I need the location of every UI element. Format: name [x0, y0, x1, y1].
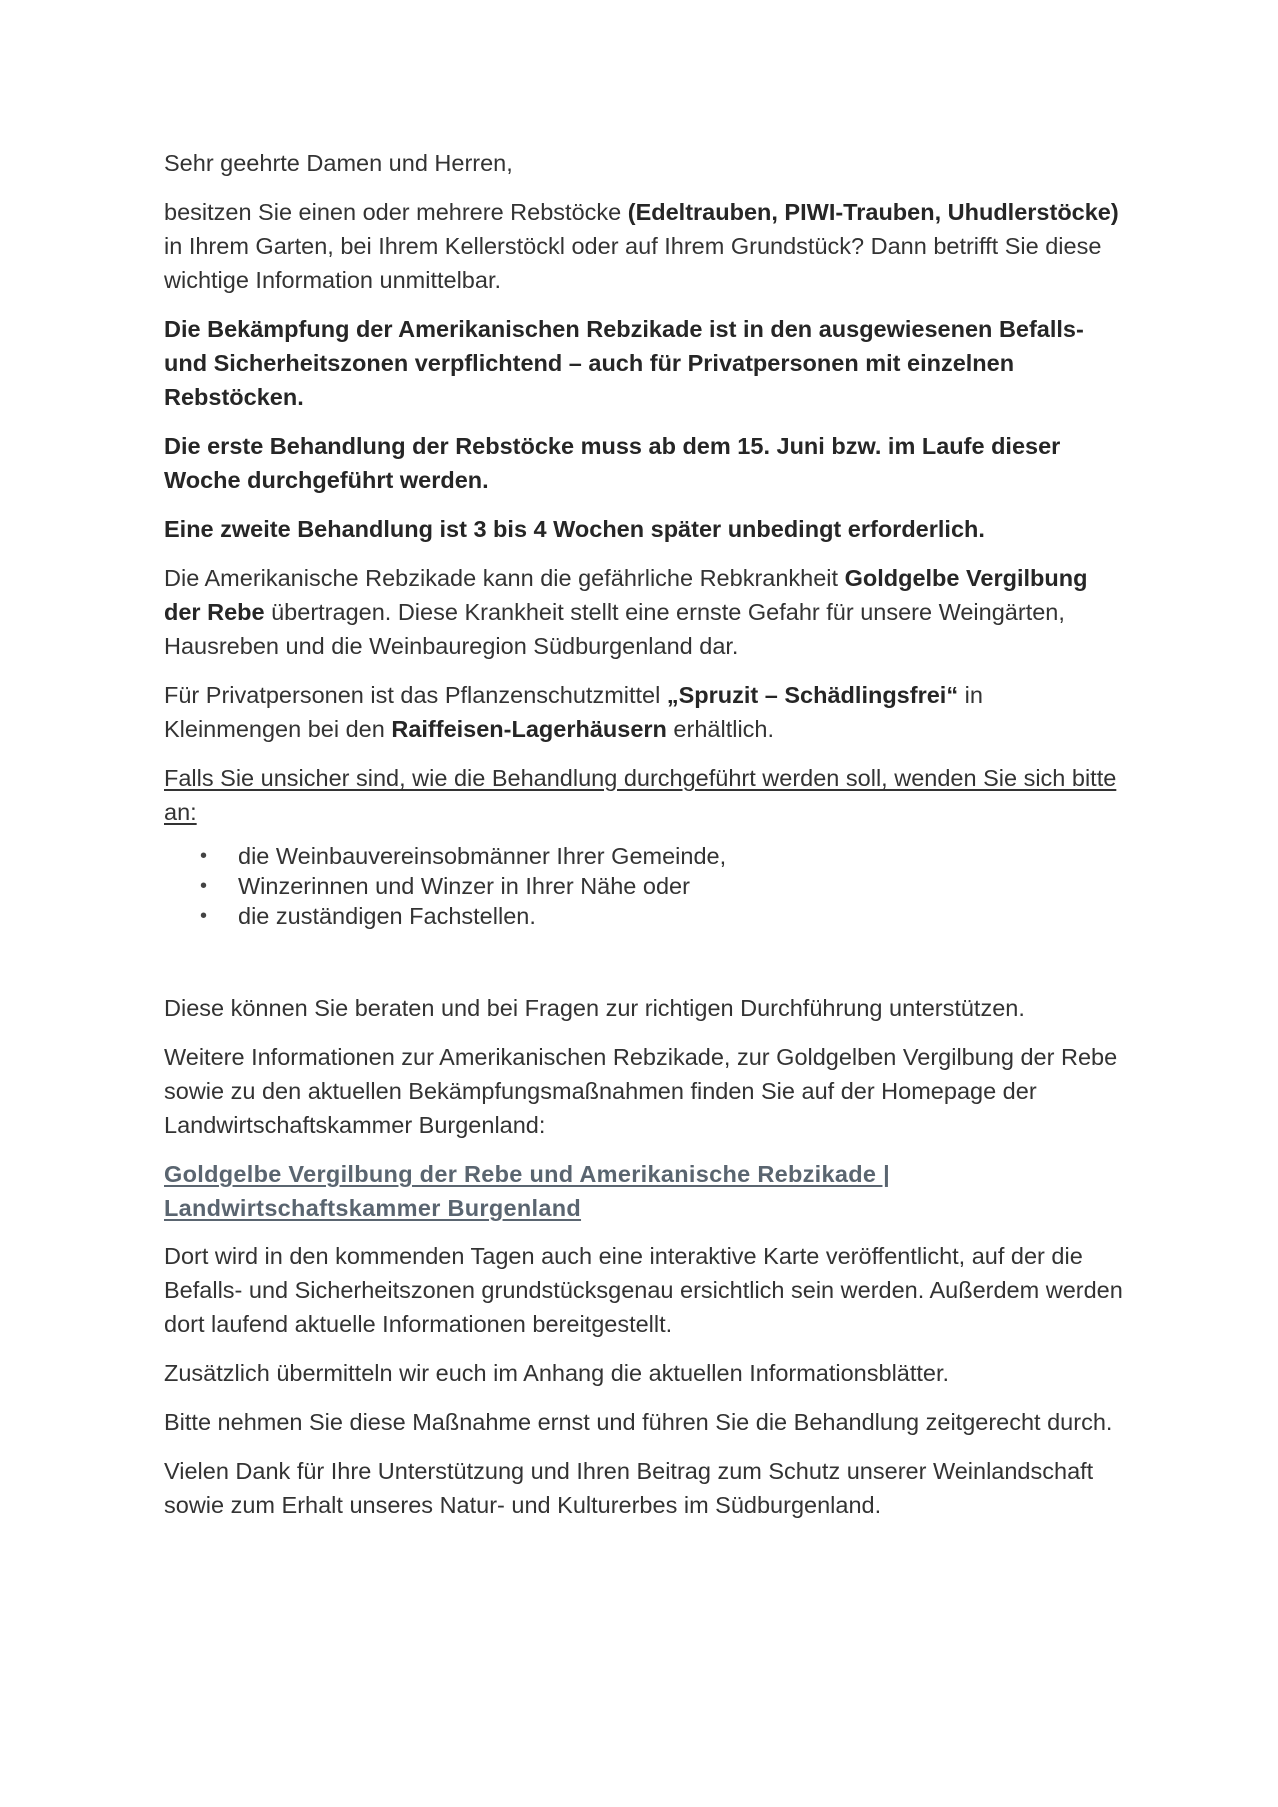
list-item: • Winzerinnen und Winzer in Ihrer Nähe oder — [238, 871, 1124, 901]
thanks-paragraph: Vielen Dank für Ihre Unterstützung und Ihren Beitrag zum Schutz unserer Weinlandschaft sowie zum Erhalt unseres Natur- und Kulturerbes im Südburgenland. — [164, 1458, 1094, 1518]
salutation: Sehr geehrte Damen und Herren, — [164, 150, 513, 176]
disease-text-1: Die Amerikanische Rebzikade kann die gefährliche Rebkrankheit — [164, 565, 845, 591]
contact-list — [164, 841, 1124, 931]
retailer-name: Raiffeisen-Lagerhäusern — [391, 716, 667, 742]
more-info-paragraph: Weitere Informationen zur Amerikanischen Rebzikade, zur Goldgelben Vergilbung der Rebe sowie zu den aktuellen Bekämpfungsmaßnahmen finden Sie auf der Homepage der Landwirtschaftskammer Burgenland: — [164, 1044, 1118, 1138]
first-treatment-notice: Die erste Behandlung der Rebstöcke muss ab dem 15. Juni bzw. im Laufe dieser Woche durchgeführt werden. — [164, 433, 1061, 493]
second-treatment-notice: Eine zweite Behandlung ist 3 bis 4 Wochen später unbedingt erforderlich. — [164, 516, 985, 542]
intro-text-2: in Ihrem Garten, bei Ihrem Kellerstöckl oder auf Ihrem Grundstück? Dann betrifft Sie diese wichtige Information unmittelbar. — [164, 233, 1102, 293]
product-paragraph — [164, 678, 1124, 746]
chamber-link[interactable]: Goldgelbe Vergilbung der Rebe und Amerikanische Rebzikade | Landwirtschaftskammer Burgenland — [164, 1161, 890, 1221]
letter-body — [164, 146, 1124, 1537]
intro-text-1: besitzen Sie einen oder mehrere Rebstöcke — [164, 199, 628, 225]
disease-name: Goldgelbe Vergilbung der Rebe — [164, 565, 1088, 625]
attachment-paragraph: Zusätzlich übermitteln wir euch im Anhang die aktuellen Informationsblätter. — [164, 1360, 950, 1386]
list-item: • die zuständigen Fachstellen. — [238, 901, 1124, 931]
grape-types: (Edeltrauben, PIWI-Trauben, Uhudlerstöcke) — [627, 199, 1119, 225]
advice-paragraph: Diese können Sie beraten und bei Fragen zur richtigen Durchführung unterstützen. — [164, 995, 1025, 1021]
request-paragraph: Bitte nehmen Sie diese Maßnahme ernst und führen Sie die Behandlung zeitgerecht durch. — [164, 1409, 1113, 1435]
disease-text-2: übertragen. Diese Krankheit stellt eine ernste Gefahr für unsere Weingärten, Hausreben und die Weinbauregion Südburgenland dar. — [164, 599, 1065, 659]
obligation-notice: Die Bekämpfung der Amerikanischen Rebzikade ist in den ausgewiesenen Befalls- und Sicherheitszonen verpflichtend – auch für Privatpersonen mit einzelnen Rebstöcken. — [164, 316, 1084, 410]
map-info-paragraph: Dort wird in den kommenden Tagen auch eine interaktive Karte veröffentlicht, auf der die Befalls- und Sicherheitszonen grundstücksgenau ersichtlich sein werden. Außerdem werden dort laufend aktuelle Informationen bereitgestellt. — [164, 1243, 1123, 1337]
product-name: „Spruzit – Schädlingsfrei“ — [666, 682, 959, 708]
product-text-3: erhältlich. — [666, 716, 775, 742]
disease-paragraph — [164, 561, 1124, 663]
product-text-2: in Kleinmengen bei den — [164, 682, 983, 742]
product-text-1: Für Privatpersonen ist das Pflanzenschutzmittel — [164, 682, 667, 708]
intro-paragraph — [164, 195, 1124, 297]
list-item: • die Weinbauvereinsobmänner Ihrer Gemeinde, — [238, 841, 1124, 871]
contact-intro: Falls Sie unsicher sind, wie die Behandlung durchgeführt werden soll, wenden Sie sich bitte an: — [164, 765, 1117, 825]
